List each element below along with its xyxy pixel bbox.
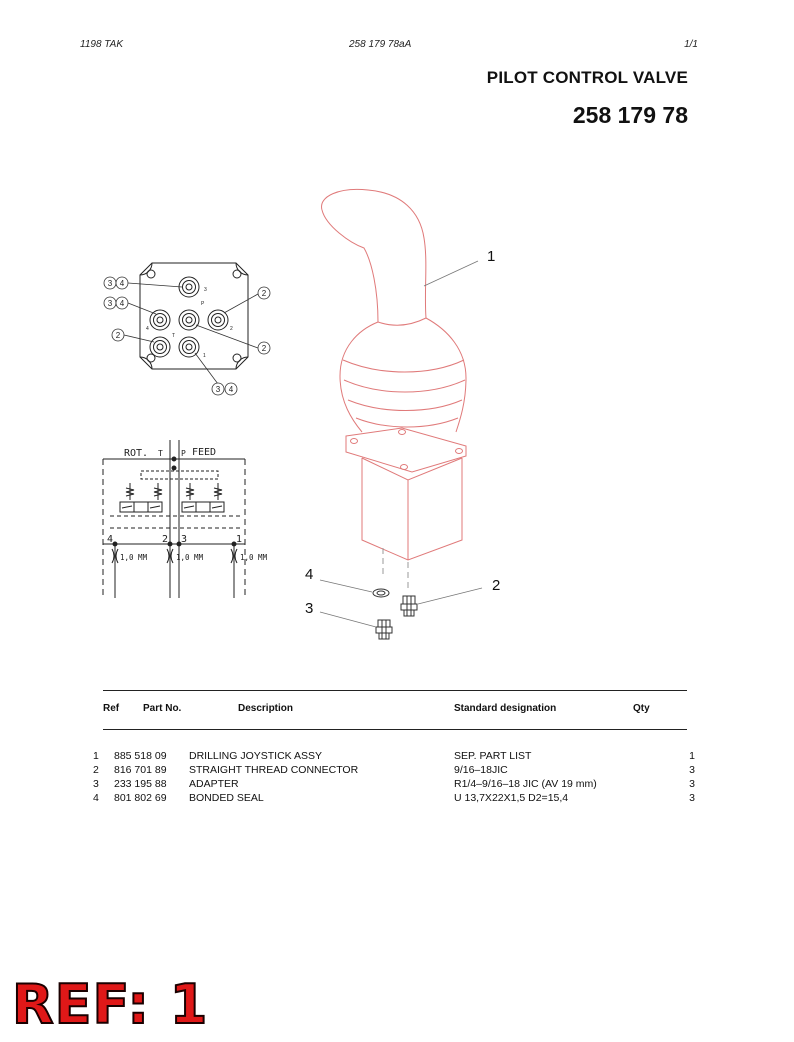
row-ref: 4 xyxy=(93,792,99,804)
svg-text:3: 3 xyxy=(204,287,207,293)
callout-2: 2 xyxy=(492,577,501,594)
row-standard-designation: R1/4–9/16–18 JIC (AV 19 mm) xyxy=(454,778,597,790)
svg-text:FEED: FEED xyxy=(192,447,217,458)
table-top-rule xyxy=(103,690,687,691)
svg-text:4: 4 xyxy=(119,279,125,288)
row-description: BONDED SEAL xyxy=(189,792,264,804)
document-part-number: 258 179 78 xyxy=(572,102,688,128)
svg-text:T: T xyxy=(158,449,163,458)
svg-text:4: 4 xyxy=(146,326,149,332)
joystick-drawing xyxy=(322,189,466,560)
column-header-description: Description xyxy=(238,703,294,714)
row-description: ADAPTER xyxy=(189,778,239,790)
table-row xyxy=(0,792,794,806)
svg-text:4: 4 xyxy=(119,299,125,308)
row-qty: 1 xyxy=(689,750,695,762)
row-qty: 3 xyxy=(689,764,695,776)
column-header-qty: Qty xyxy=(633,703,650,714)
table-header-rule xyxy=(103,729,687,730)
row-standard-designation: U 13,7X22X1,5 D2=15,4 xyxy=(454,792,569,804)
svg-text:P: P xyxy=(181,449,186,458)
header-left-code: 1198 TAK xyxy=(80,39,123,50)
svg-text:P: P xyxy=(201,301,205,307)
row-qty: 3 xyxy=(689,778,695,790)
header-document-code: 258 179 78aA xyxy=(349,39,412,50)
bonded-seal-drawing xyxy=(373,589,389,597)
row-qty: 3 xyxy=(689,792,695,804)
svg-text:1: 1 xyxy=(236,534,243,545)
callout-4: 4 xyxy=(305,566,314,583)
row-part-number: 801 802 69 xyxy=(114,792,167,804)
svg-text:3: 3 xyxy=(107,299,113,308)
svg-text:1,0 MM: 1,0 MM xyxy=(240,553,268,562)
document-title: PILOT CONTROL VALVE xyxy=(486,68,688,87)
table-row xyxy=(0,764,794,778)
table-row xyxy=(0,750,794,764)
svg-text:1,0 MM: 1,0 MM xyxy=(176,553,204,562)
svg-text:ROT.: ROT. xyxy=(124,448,149,459)
row-standard-designation: SEP. PART LIST xyxy=(454,750,532,762)
hydraulic-schematic xyxy=(103,440,245,598)
row-part-number: 816 701 89 xyxy=(114,764,167,776)
column-header-ref: Ref xyxy=(103,703,120,714)
ref-stamp: REF: 1 xyxy=(12,973,209,1036)
svg-text:2: 2 xyxy=(230,326,233,332)
callout-1: 1 xyxy=(487,248,496,265)
row-part-number: 233 195 88 xyxy=(114,778,167,790)
schematic-labels xyxy=(107,447,268,562)
header-page-indicator: 1/1 xyxy=(684,39,698,50)
svg-text:3: 3 xyxy=(107,279,113,288)
svg-text:T: T xyxy=(172,333,176,339)
column-header-standard-designation: Standard designation xyxy=(454,703,557,714)
row-part-number: 885 518 09 xyxy=(114,750,167,762)
svg-text:3: 3 xyxy=(181,534,188,545)
svg-text:4: 4 xyxy=(107,534,114,545)
svg-text:2: 2 xyxy=(261,289,267,298)
svg-text:2: 2 xyxy=(115,331,121,340)
row-standard-designation: 9/16–18JIC xyxy=(454,764,508,776)
svg-text:1: 1 xyxy=(203,353,206,359)
table-row xyxy=(0,778,794,792)
adapter-drawing xyxy=(376,620,392,639)
row-description: STRAIGHT THREAD CONNECTOR xyxy=(189,764,359,776)
svg-text:1,0 MM: 1,0 MM xyxy=(120,553,148,562)
straight-connector-drawing xyxy=(401,596,417,616)
svg-text:2: 2 xyxy=(261,344,267,353)
callout-3: 3 xyxy=(305,600,314,617)
svg-text:3: 3 xyxy=(215,385,221,394)
column-header-part-no: Part No. xyxy=(143,703,182,714)
port-layout-drawing xyxy=(140,263,248,369)
row-ref: 2 xyxy=(93,764,99,776)
svg-text:4: 4 xyxy=(228,385,234,394)
svg-text:2: 2 xyxy=(162,534,169,545)
row-description: DRILLING JOYSTICK ASSY xyxy=(189,750,323,762)
row-ref: 3 xyxy=(93,778,99,790)
row-ref: 1 xyxy=(93,750,99,762)
